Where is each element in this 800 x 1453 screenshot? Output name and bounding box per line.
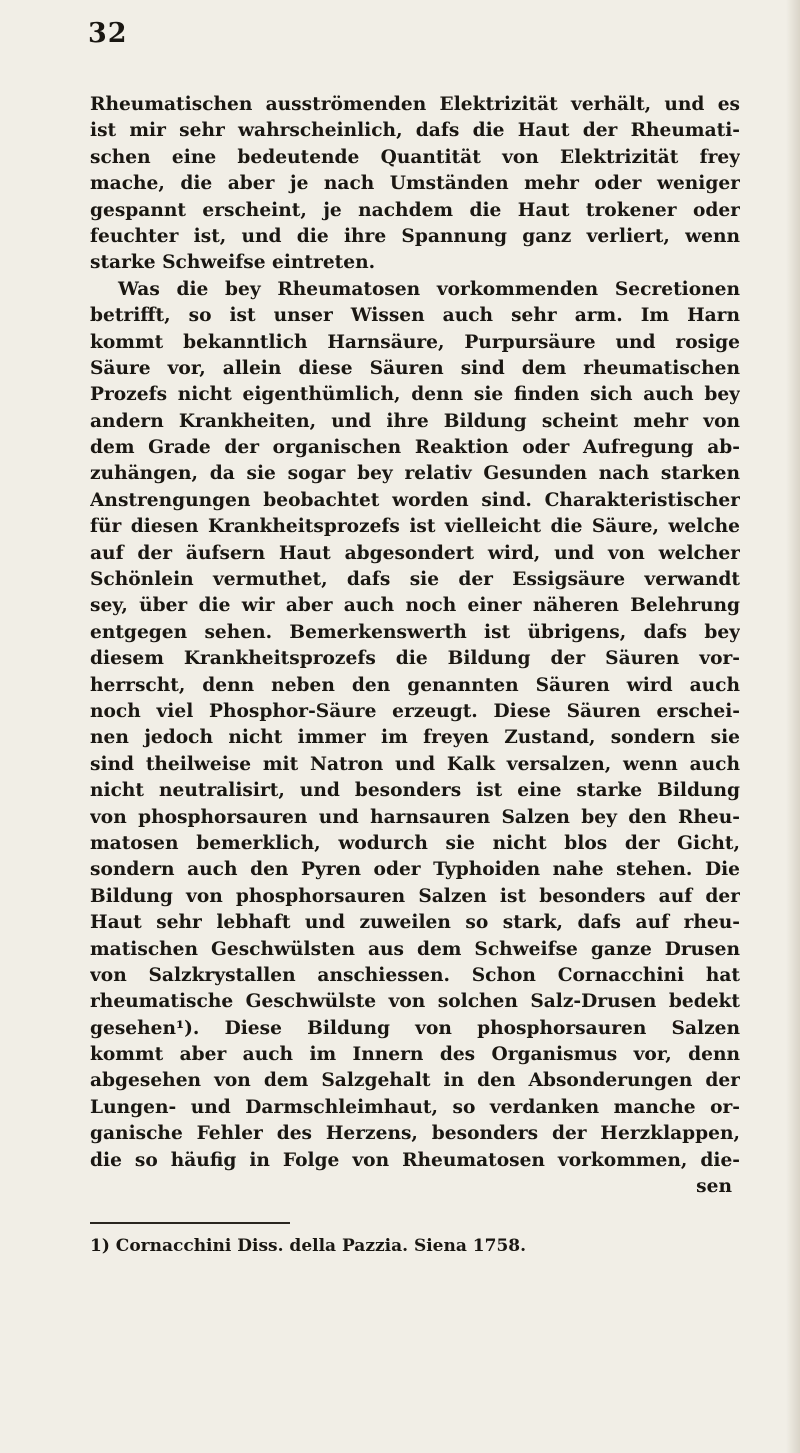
text-line: schen eine bedeutende Quantität von Elektrizität frey (90, 146, 740, 168)
text-line: gespannt erscheint, je nachdem die Haut trokener oder (90, 199, 740, 221)
text-line: feuchter ist, und die ihre Spannung ganz verliert, wenn (90, 225, 740, 247)
text-line: Haut sehr lebhaft und zuweilen so stark, dafs auf rheu- (90, 912, 740, 934)
footnote-rule (90, 1222, 290, 1224)
text-line: matischen Geschwülsten aus dem Schweifse ganze Drusen (90, 938, 740, 960)
text-line: Säure vor, allein diese Säuren sind dem rheumatischen (90, 357, 740, 379)
text-line: abgesehen von dem Salzgehalt in den Absonderungen der (90, 1070, 740, 1092)
text-line: Bildung von phosphorsauren Salzen ist besonders auf der (90, 885, 740, 907)
text-line: rheumatische Geschwülste von solchen Salz-Drusen bedekt (90, 991, 740, 1013)
text-line: Anstrengungen beobachtet worden sind. Charakteristischer (90, 489, 740, 511)
text-line: ganische Fehler des Herzens, besonders der Herzklappen, (90, 1123, 740, 1145)
text-line: herrscht, denn neben den genannten Säuren wird auch (90, 674, 740, 696)
page-edge (786, 0, 800, 1453)
catchword: sen (696, 1176, 732, 1198)
text-line: matosen bemerklich, wodurch sie nicht blos der Gicht, (90, 832, 740, 854)
text-line: betrifft, so ist unser Wissen auch sehr arm. Im Harn (90, 305, 740, 327)
text-line: entgegen sehen. Bemerkenswerth ist übrigens, dafs bey (90, 621, 740, 643)
text-line: von Salzkrystallen anschiessen. Schon Cornacchini hat (90, 964, 740, 986)
text-line: gesehen¹). Diese Bildung von phosphorsauren Salzen (90, 1017, 740, 1039)
text-line: mache, die aber je nach Umständen mehr oder weniger (90, 173, 740, 195)
text-line: kommt bekanntlich Harnsäure, Purpursäure und rosige (90, 331, 740, 353)
footnote: 1) Cornacchini Diss. della Pazzia. Siena 1758. (90, 1236, 527, 1256)
text-line: Prozefs nicht eigenthümlich, denn sie finden sich auch bey (90, 384, 740, 406)
text-line: Lungen- und Darmschleimhaut, so verdanken manche or- (90, 1096, 740, 1118)
text-line: auf der äufsern Haut abgesondert wird, und von welcher (90, 542, 740, 564)
text-line: von phosphorsauren und harnsauren Salzen bey den Rheu- (90, 806, 740, 828)
text-line: kommt aber auch im Innern des Organismus vor, denn (90, 1044, 740, 1066)
text-line: Rheumatischen ausströmenden Elektrizität verhält, und es (90, 94, 740, 115)
text-line: zuhängen, da sie sogar bey relativ Gesunden nach starken (90, 463, 740, 485)
text-line: nen jedoch nicht immer im freyen Zustand, sondern sie (90, 727, 740, 749)
text-line: sind theilweise mit Natron und Kalk versalzen, wenn auch (90, 753, 740, 775)
text-line: die so häufig in Folge von Rheumatosen vorkommen, die- (90, 1149, 740, 1171)
text-line: nicht neutralisirt, und besonders ist eine starke Bildung (90, 780, 740, 802)
text-line: dem Grade der organischen Reaktion oder Aufregung ab- (90, 437, 740, 459)
text-line: diesem Krankheitsprozefs die Bildung der Säuren vor- (90, 648, 740, 670)
text-line: Schönlein vermuthet, dafs sie der Essigsäure verwandt (90, 569, 740, 591)
text-line: noch viel Phosphor-Säure erzeugt. Diese Säuren erschei- (90, 700, 740, 722)
text-line: ist mir sehr wahrscheinlich, dafs die Haut der Rheumati- (90, 120, 740, 142)
text-line: sey, über die wir aber auch noch einer näheren Belehrung (90, 595, 740, 617)
text-line: starke Schweifse eintreten. (90, 252, 376, 274)
text-line: andern Krankheiten, und ihre Bildung scheint mehr von (90, 410, 740, 432)
body-text (90, 92, 740, 1200)
text-line: Was die bey Rheumatosen vorkommenden Secretionen (118, 278, 740, 300)
text-line: sondern auch den Pyren oder Typhoiden nahe stehen. Die (90, 859, 740, 881)
page-number: 32 (88, 18, 128, 49)
text-line: für diesen Krankheitsprozefs ist vielleicht die Säure, welche (90, 516, 740, 538)
